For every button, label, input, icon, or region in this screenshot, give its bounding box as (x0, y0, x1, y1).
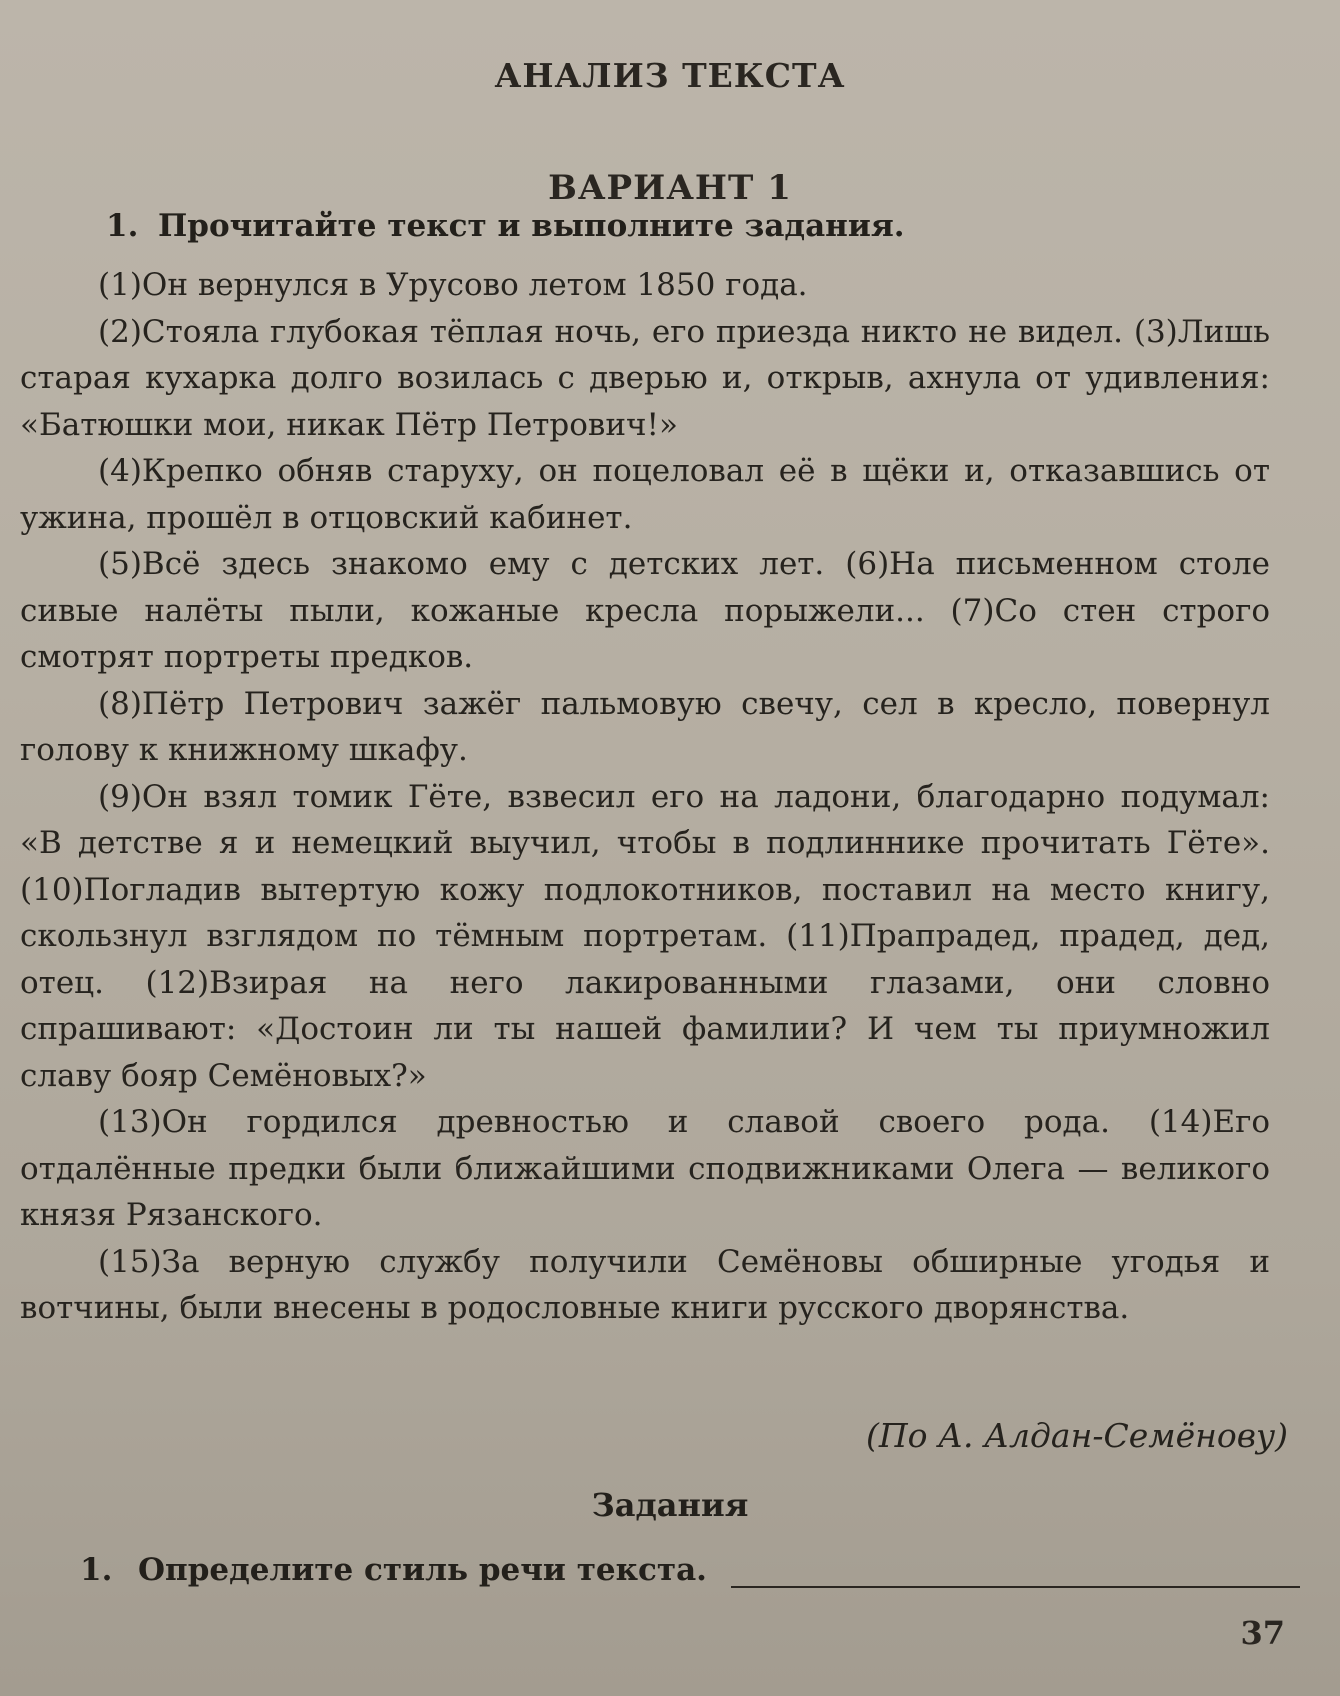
question-1 (80, 1552, 1300, 1588)
author-attribution: (По А. Алдан-Семёнову) (866, 1416, 1288, 1455)
variant-title: ВАРИАНТ 1 (548, 168, 792, 208)
reading-text (20, 262, 1270, 1332)
question-number: 1. (80, 1552, 113, 1588)
page-number: 37 (1240, 1614, 1285, 1652)
tasks-heading: Задания (591, 1486, 749, 1524)
paragraph: (4)Крепко обняв старуху, он поцеловал её в щёки и, отказавшись от ужина, прошёл в отцовский кабинет. (20, 453, 1270, 536)
task-number: 1. (106, 208, 139, 244)
paragraph: (2)Стояла глубокая тёплая ночь, его приезда никто не видел. (3)Лишь старая кухарка долго возилась с дверью и, открыв, ахнула от удивления: «Батюшки мои, никак Пётр Петрович!» (20, 313, 1270, 443)
answer-line[interactable] (731, 1558, 1300, 1588)
question-text: Определите стиль речи текста. (138, 1552, 707, 1588)
paragraph: (1)Он вернулся в Урусово летом 1850 года. (98, 267, 808, 303)
task-instruction (106, 208, 1256, 244)
section-header: АНАЛИЗ ТЕКСТА (494, 56, 846, 95)
paragraph: (8)Пётр Петрович зажёг пальмовую свечу, сел в кресло, повернул голову к книжному шкафу. (20, 685, 1270, 768)
paragraph: (13)Он гордился древностью и славой своего рода. (14)Его отдалённые предки были ближайшими сподвижниками Олега — великого князя Рязанского. (20, 1104, 1270, 1233)
paragraph: (9)Он взял томик Гёте, взвесил его на ладони, благодарно подумал: «В детстве я и немецкий выучил, чтобы в подлиннике прочитать Гёте». (10)Погладив вытертую кожу подлокотников, поставил на место книгу, скользнул взглядом по тёмным портретам. (11)Прапрадед, прадед, дед, отец. (12)Взирая на него лакированными глазами, они словно спрашивают: «Достоин ли ты нашей фамилии? И чем ты приумножил славу бояр Семёновых?» (20, 778, 1270, 1094)
paragraph: (5)Всё здесь знакомо ему с детских лет. (6)На письменном столе сивые налёты пыли, кожаные кресла порыжели... (7)Со стен строго смотрят портреты предков. (20, 546, 1270, 675)
paragraph: (15)За верную службу получили Семёновы обширные угодья и вотчины, были внесены в родословные книги русского дворянства. (20, 1243, 1270, 1326)
task-instruction-text: Прочитайте текст и выполните задания. (158, 208, 905, 244)
